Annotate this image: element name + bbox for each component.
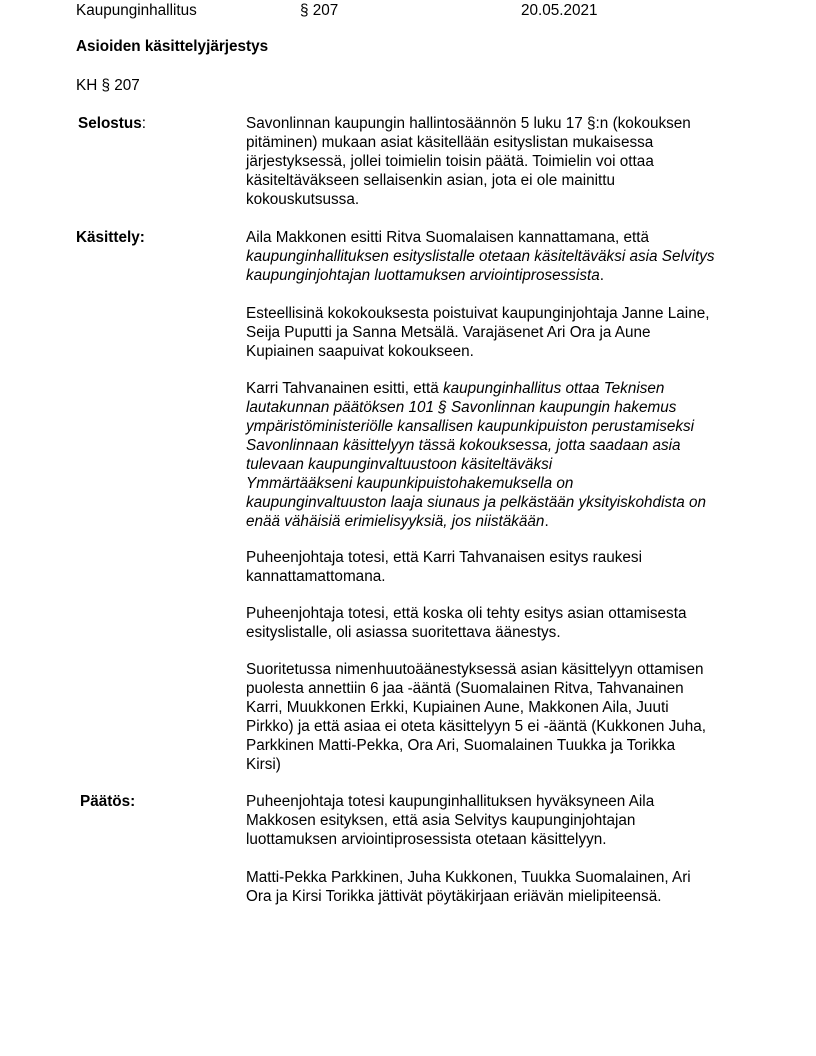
document-title: Asioiden käsittelyjärjestys [76, 38, 269, 55]
punctuation: . [599, 267, 604, 284]
text-line: Ora ja Kirsi Torikka jättivät pöytäkirjaan eriävän mielipiteensä. [246, 888, 662, 905]
text-line: kannattamattomana. [246, 568, 386, 585]
kasittely-paragraph-5 [246, 604, 746, 642]
kasittely-paragraph-4 [246, 548, 746, 586]
text-line: Aila Makkonen esitti Ritva Suomalaisen kannattamana, että [246, 229, 650, 246]
selostus-text [246, 114, 746, 209]
text-line [246, 474, 746, 493]
text-line: Kupiainen saapuivat kokoukseen. [246, 343, 474, 360]
kasittely-paragraph-1 [246, 228, 746, 285]
header-organization: Kaupunginhallitus [76, 2, 197, 19]
italic-text: enää vähäisiä erimielisyyksiä, jos niistäkään [246, 513, 545, 530]
punctuation: . [544, 513, 549, 530]
italic-text: Savonlinnaan käsittelyyn tässä kokouksessa, jotta saadaan asia [246, 437, 681, 454]
text-line [246, 266, 746, 285]
text-line: kokouskutsussa. [246, 191, 360, 208]
text-line [246, 512, 746, 531]
text-line: luottamuksen arviointiprosessista otetaan käsittelyyn. [246, 831, 607, 848]
text-line: käsiteltäväkseen sellaisenkin asian, jota ei ole mainittu [246, 172, 616, 189]
text-line: Puheenjohtaja totesi, että koska oli tehty esitys asian ottamisesta [246, 605, 687, 622]
paatos-paragraph-2 [246, 868, 746, 906]
italic-text: kaupunginhallitus ottaa Teknisen [443, 380, 665, 397]
text-line [246, 455, 746, 474]
header-section-number: § 207 [300, 2, 339, 19]
italic-text: kaupunginjohtajan luottamuksen arviointiprosessista [246, 267, 600, 284]
text-line: Puheenjohtaja totesi, että Karri Tahvanaisen esitys raukesi [246, 549, 642, 566]
selostus-label [78, 114, 146, 133]
text-line: pitäminen) mukaan asiat käsitellään esityslistan mukaisessa [246, 134, 654, 151]
section-reference: KH § 207 [76, 77, 140, 94]
italic-text: kaupunginvaltuuston laaja siunaus ja pelkästään yksityiskohdista on [246, 494, 707, 511]
selostus-label-text: Selostus [78, 115, 142, 132]
text-line: Esteellisinä kokokouksesta poistuivat kaupunginjohtaja Janne Laine, [246, 305, 710, 322]
paatos-paragraph-1 [246, 792, 746, 849]
kasittely-label: Käsittely: [76, 229, 145, 246]
selostus-label-colon: : [141, 115, 147, 132]
text-line: Makkosen esityksen, että asia Selvitys kaupunginjohtajan [246, 812, 636, 829]
text-line: Seija Puputti ja Sanna Metsälä. Varajäsenet Ari Ora ja Aune [246, 324, 651, 341]
text-line [246, 398, 746, 417]
text-line: puolesta annettiin 6 jaa -ääntä (Suomalainen Ritva, Tahvanainen [246, 680, 684, 697]
header-date: 20.05.2021 [521, 2, 598, 19]
text-line: Kirsi) [246, 756, 281, 773]
italic-text: ympäristöministeriölle kansallisen kaupunkipuiston perustamiseksi [246, 418, 695, 435]
text-line [246, 417, 746, 436]
document-header [76, 1, 776, 20]
text-line [246, 379, 746, 398]
kasittely-paragraph-2 [246, 304, 746, 361]
text-line: Parkkinen Matti-Pekka, Ora Ari, Suomalainen Tuukka ja Torikka [246, 737, 676, 754]
text-line [246, 436, 746, 455]
kasittely-paragraph-3 [246, 379, 746, 531]
italic-text: tulevaan kaupunginvaltuustoon käsiteltäväksi [246, 456, 553, 473]
text-line: Savonlinnan kaupungin hallintosäännön 5 luku 17 §:n (kokouksen [246, 115, 691, 132]
italic-text: kaupunginhallituksen esityslistalle otetaan käsiteltäväksi asia Selvitys [246, 248, 715, 265]
text-line: järjestyksessä, jollei toimielin toisin päätä. Toimielin voi ottaa [246, 153, 654, 170]
italic-text: Ymmärtääkseni kaupunkipuistohakemuksella on [246, 475, 574, 492]
text-line: esityslistalle, oli asiassa suoritettava äänestys. [246, 624, 561, 641]
text-line: Pirkko) ja että asiaa ei oteta käsittelyyn 5 ei -ääntä (Kukkonen Juha, [246, 718, 707, 735]
text-line [246, 493, 746, 512]
italic-text: lautakunnan päätöksen 101 § Savonlinnan kaupungin hakemus [246, 399, 677, 416]
plain-text: Karri Tahvanainen esitti, että [246, 380, 443, 397]
paatos-label: Päätös: [80, 793, 136, 810]
text-line: Suoritetussa nimenhuutoäänestyksessä asian käsittelyyn ottamisen [246, 661, 704, 678]
text-line: Puheenjohtaja totesi kaupunginhallituksen hyväksyneen Aila [246, 793, 655, 810]
kasittely-paragraph-6 [246, 660, 746, 774]
text-line: Matti-Pekka Parkkinen, Juha Kukkonen, Tuukka Suomalainen, Ari [246, 869, 691, 886]
text-line [246, 247, 746, 266]
text-line: Karri, Muukkonen Erkki, Kupiainen Aune, Makkonen Aila, Juuti [246, 699, 669, 716]
